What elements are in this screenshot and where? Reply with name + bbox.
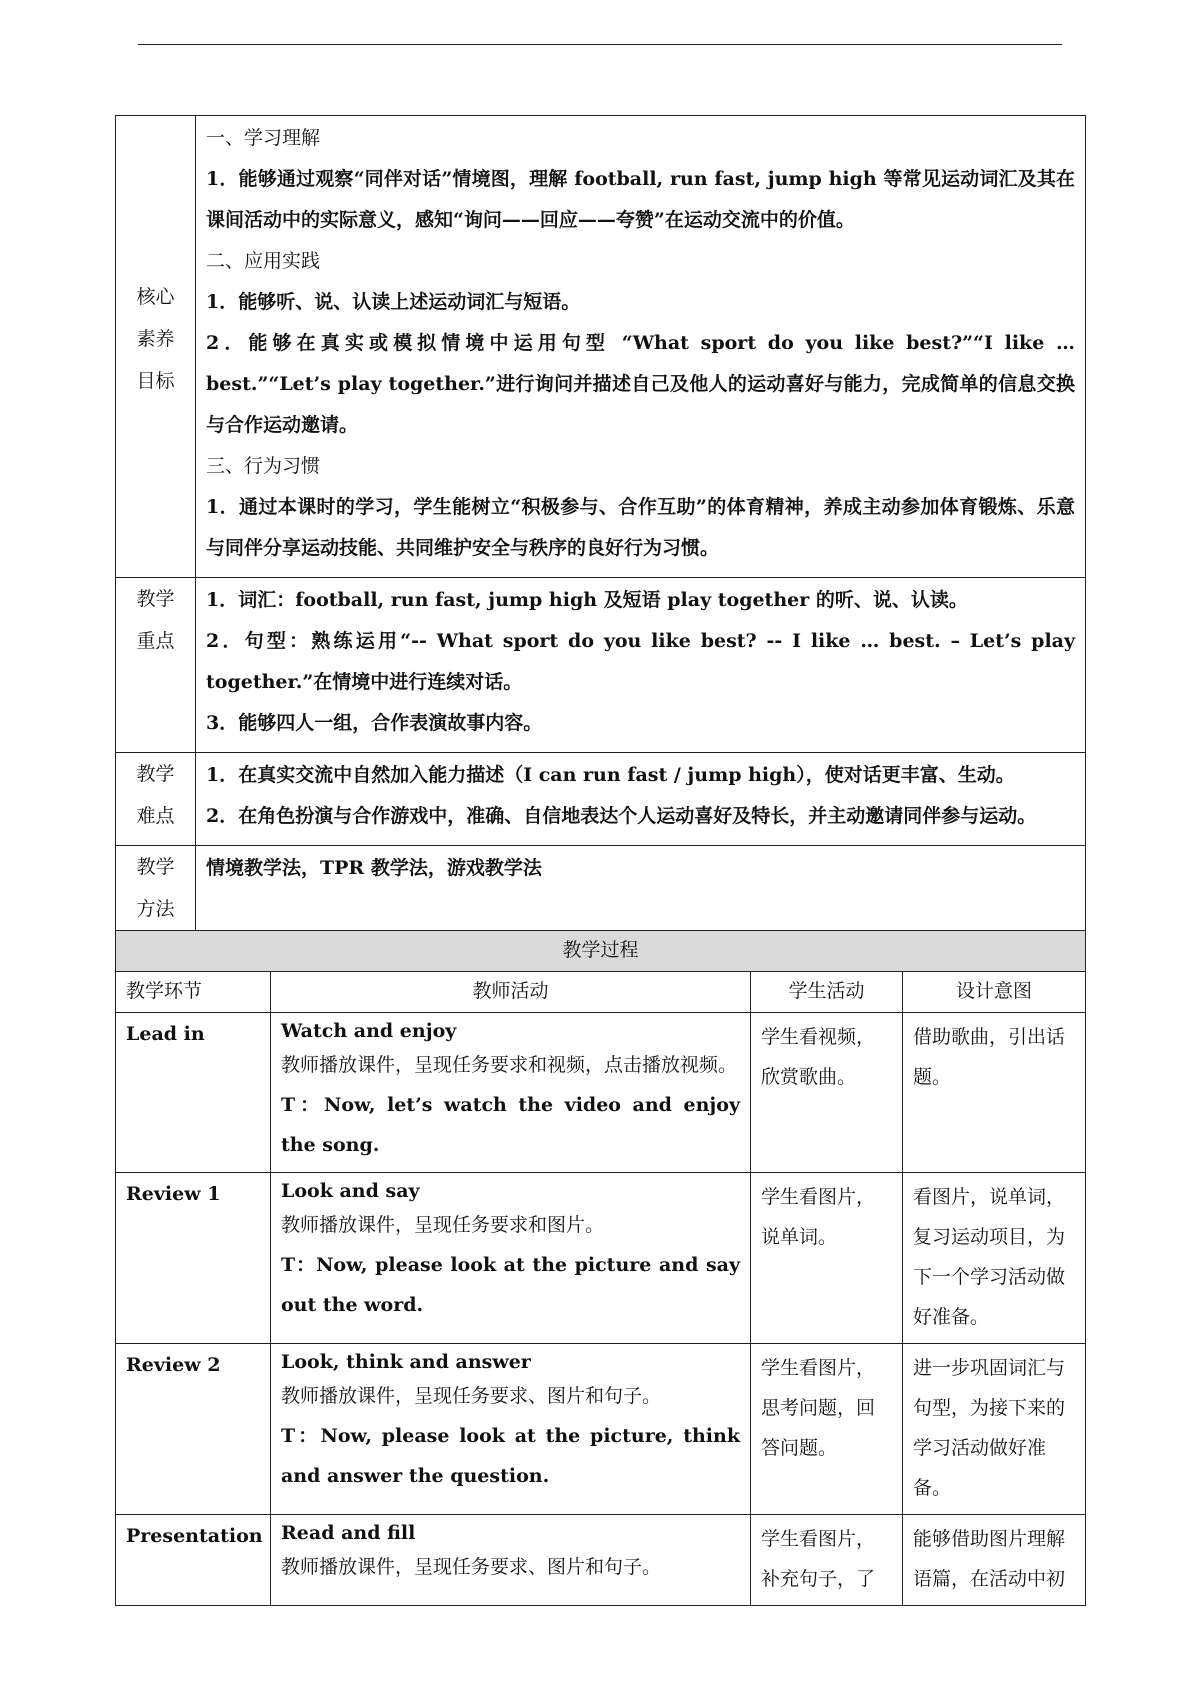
process-header-row — [116, 972, 1086, 1013]
objective-heading: 三、行为习惯 — [206, 455, 321, 477]
process-title: 教学过程 — [116, 931, 1086, 972]
col-header-student: 学生活动 — [751, 972, 903, 1013]
process-row — [116, 1013, 1086, 1173]
methods-text: 情境教学法，TPR 教学法，游戏教学法 — [206, 857, 542, 879]
objective-item: 1．能够通过观察“同伴对话”情境图，理解 football, run fast, jump high 等常见运动词汇及其在课间活动中的实际意义，感知“询问——回应——夸赞”在运动交流中的价值。 — [206, 168, 1076, 231]
process-heading-row — [116, 931, 1086, 972]
process-row — [116, 1515, 1086, 1606]
student-activity: 学生看图片，说单词。 — [751, 1173, 903, 1344]
key-point-item: 3．能够四人一组，合作表演故事内容。 — [206, 712, 543, 734]
objective-item: 2．能够在真实或模拟情境中运用句型 “What sport do you like best?”“I like … best.”“Let’s play together.”进行询问并描述自己及他人的运动喜好与能力，完成简单的信息交换与合作运动邀请。 — [206, 332, 1076, 436]
student-activity: 学生看图片，思考问题，回答问题。 — [751, 1344, 903, 1515]
col-header-intent: 设计意图 — [903, 972, 1086, 1013]
design-intent: 借助歌曲，引出话题。 — [903, 1013, 1086, 1173]
objectives-row — [116, 116, 1086, 578]
difficulty-item: 1．在真实交流中自然加入能力描述（I can run fast / jump high），使对话更丰富、生动。 — [206, 764, 1015, 786]
process-row — [116, 1173, 1086, 1344]
activity-title: Look and say — [281, 1180, 420, 1202]
objectives-label: 核心 素养 目标 — [116, 116, 196, 578]
design-intent: 能够借助图片理解语篇，在活动中初 — [903, 1515, 1086, 1606]
teacher-text: 教师播放课件，呈现任务要求和视频，点击播放视频。 — [281, 1054, 738, 1076]
objective-heading: 一、学习理解 — [206, 127, 321, 149]
objective-item: 1．能够听、说、认读上述运动词汇与短语。 — [206, 291, 581, 313]
teacher-activity — [271, 1515, 751, 1606]
key-points-content — [196, 578, 1086, 753]
teacher-speech: T：Now, please look at the picture, think and answer the question. — [281, 1425, 740, 1487]
key-points-row — [116, 578, 1086, 753]
stage-name: Lead in — [116, 1013, 271, 1173]
activity-title: Watch and enjoy — [281, 1020, 457, 1042]
student-activity: 学生看图片，补充句子，了 — [751, 1515, 903, 1606]
key-point-item: 2．句型：熟练运用“-- What sport do you like best? -- I like … best. – Let’s play together.”在情境中进行连续对话。 — [206, 630, 1076, 693]
teacher-activity — [271, 1173, 751, 1344]
difficulties-content — [196, 753, 1086, 846]
methods-label: 教学 方法 — [116, 846, 196, 931]
header-rule — [138, 44, 1062, 45]
objective-item: 1．通过本课时的学习，学生能树立“积极参与、合作互助”的体育精神，养成主动参加体育锻炼、乐意与同伴分享运动技能、共同维护安全与秩序的良好行为习惯。 — [206, 496, 1076, 559]
stage-name: Presentation — [116, 1515, 271, 1606]
teacher-activity — [271, 1344, 751, 1515]
stage-name: Review 2 — [116, 1344, 271, 1515]
process-row — [116, 1344, 1086, 1515]
lesson-plan-table — [115, 115, 1086, 1606]
teacher-activity — [271, 1013, 751, 1173]
difficulties-row — [116, 753, 1086, 846]
methods-content — [196, 846, 1086, 931]
teacher-text: 教师播放课件，呈现任务要求、图片和句子。 — [281, 1556, 662, 1578]
key-points-label: 教学 重点 — [116, 578, 196, 753]
col-header-stage: 教学环节 — [116, 972, 271, 1013]
design-intent: 进一步巩固词汇与句型，为接下来的学习活动做好准备。 — [903, 1344, 1086, 1515]
teacher-text: 教师播放课件，呈现任务要求和图片。 — [281, 1214, 605, 1236]
activity-title: Look, think and answer — [281, 1351, 531, 1373]
col-header-teacher: 教师活动 — [271, 972, 751, 1013]
key-point-item: 1．词汇：football, run fast, jump high 及短语 play together 的听、说、认读。 — [206, 589, 968, 611]
difficulties-label: 教学 难点 — [116, 753, 196, 846]
stage-name: Review 1 — [116, 1173, 271, 1344]
teacher-text: 教师播放课件，呈现任务要求、图片和句子。 — [281, 1385, 662, 1407]
methods-row — [116, 846, 1086, 931]
student-activity: 学生看视频，欣赏歌曲。 — [751, 1013, 903, 1173]
activity-title: Read and fill — [281, 1522, 416, 1544]
teacher-speech: T：Now, please look at the picture and say out the word. — [281, 1254, 740, 1316]
teacher-speech: T：Now, let’s watch the video and enjoy the song. — [281, 1094, 740, 1156]
design-intent: 看图片，说单词，复习运动项目，为下一个学习活动做好准备。 — [903, 1173, 1086, 1344]
difficulty-item: 2．在角色扮演与合作游戏中，准确、自信地表达个人运动喜好及特长，并主动邀请同伴参与运动。 — [206, 805, 1037, 827]
objectives-content — [196, 116, 1086, 578]
objective-heading: 二、应用实践 — [206, 250, 321, 272]
